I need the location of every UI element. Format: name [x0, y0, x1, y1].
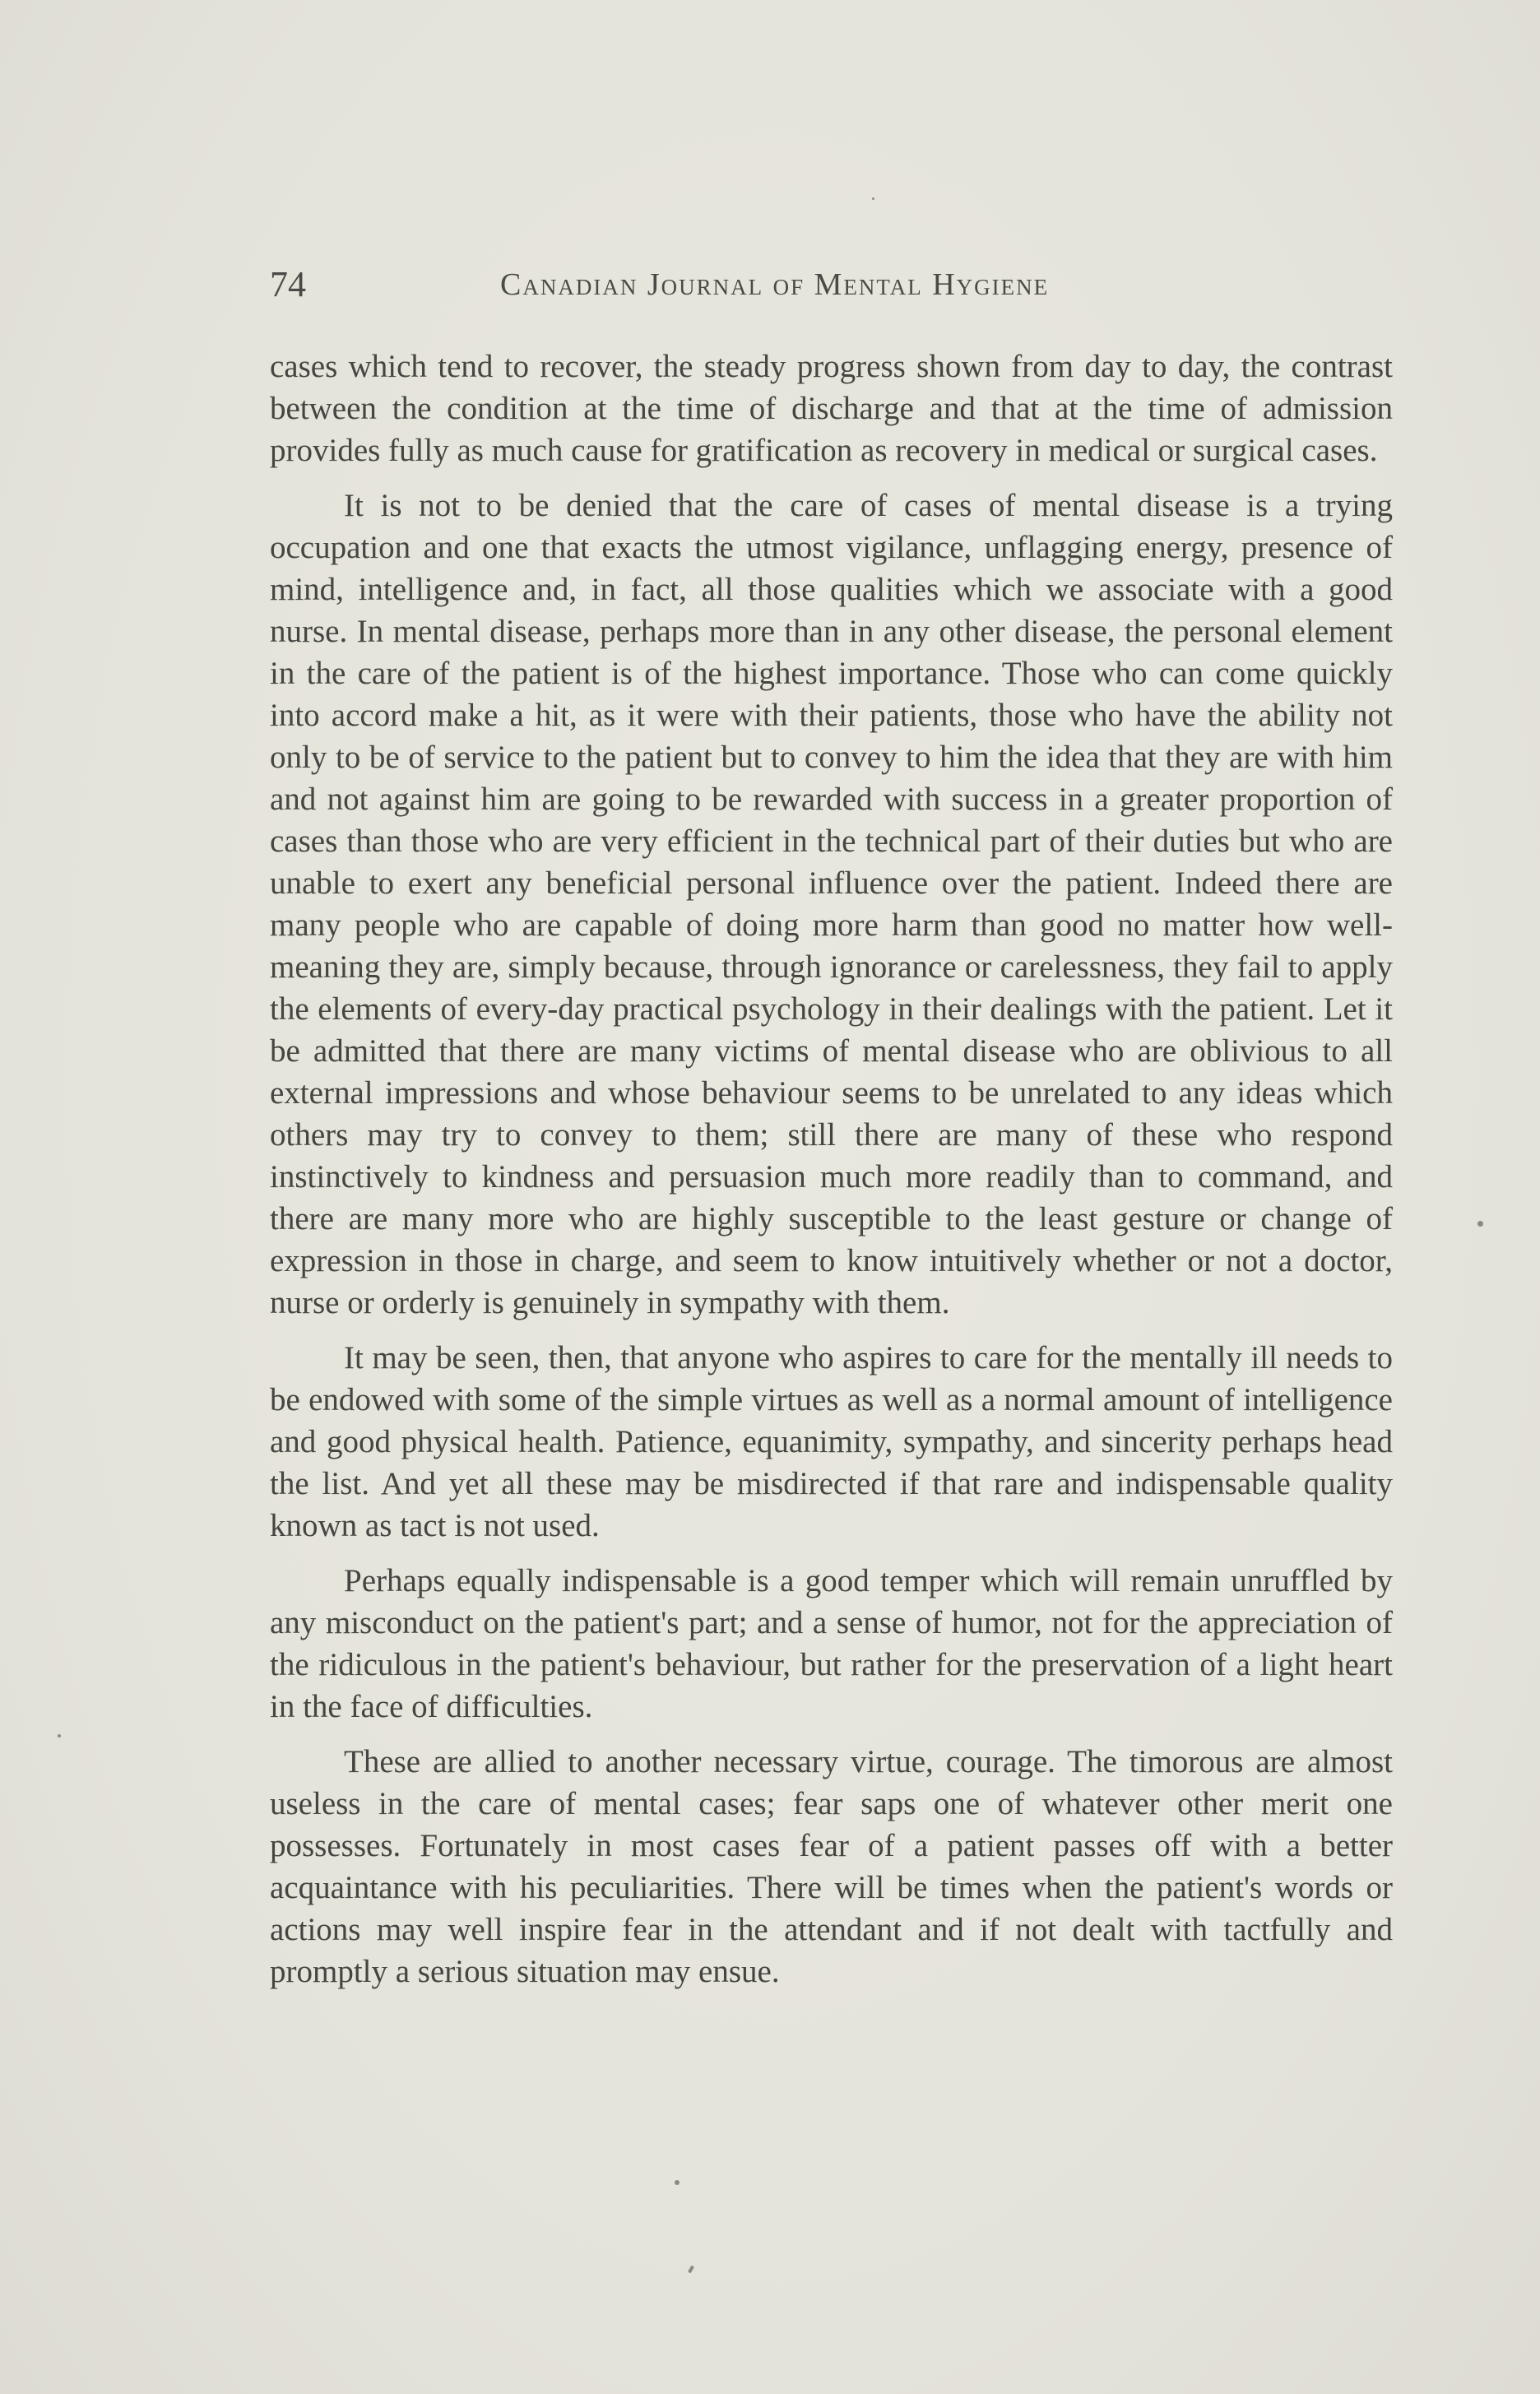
- journal-title: Canadian Journal of Mental Hygiene: [500, 267, 1050, 302]
- paper-speck: [872, 197, 874, 200]
- page-number: 74: [270, 264, 306, 304]
- running-header: [270, 260, 1167, 309]
- paper-speck: [688, 2266, 694, 2274]
- paragraph-3: It may be seen, then, that anyone who aspires to care for the mentally ill needs to be endowed with some of the simple virtues as well as a normal amount of intelligence and good physical health. Patience, equanimity, sympathy, and sincerity perhaps head the list. And yet all these may be misdirected if that rare and indispensable quality known as tact is not used.: [270, 1340, 1393, 1543]
- paper-speck: [1477, 1221, 1483, 1227]
- paper-speck: [58, 1734, 61, 1738]
- paragraph-4: Perhaps equally indispensable is a good temper which will remain unruffled by any misconduct on the patient's part; and a sense of humor, not for the appreciation of the ridiculous in the patient's behaviour, but rather for the preservation of a light heart in the face of difficulties.: [270, 1563, 1393, 1724]
- paragraph-1: cases which tend to recover, the steady progress shown from day to day, the contrast between the condition at the time of discharge and that at the time of admission provides fully as much cause for gratification as recovery in medical or surgical cases.: [270, 349, 1393, 468]
- body-text: [270, 346, 1393, 1993]
- paragraph-2: It is not to be denied that the care of cases of mental disease is a trying occupation and one that exacts the utmost vigilance, unflagging energy, presence of mind, intelligence and, in fact, all those qualities which we associate with a good nurse. In mental disease, perhaps more than in any other disease, the personal element in the care of the patient is of the highest importance. Those who can come quickly into accord make a hit, as it were with their patients, those who have the ability not only to be of service to the patient but to convey to him the idea that they are with him and not against him are going to be rewarded with success in a greater proportion of cases than those who are very efficient in the technical part of their duties but who are unable to exert any beneficial personal influence over the patient. Indeed there are many people who are capable of doing more harm than good no matter how well-meaning they are, simply because, through ignorance or carelessness, they fail to apply the elements of every-day practical psychology in their dealings with the patient. Let it be admitted that there are many victims of mental disease who are oblivious to all external impressions and whose behaviour seems to be unrelated to any ideas which others may try to convey to them; still there are many of these who respond instinctively to kindness and persuasion much more readily than to command, and there are many more who are highly susceptible to the least gesture or change of expression in those in charge, and seem to know intuitively whether or not a doctor, nurse or orderly is genuinely in sympathy with them.: [270, 488, 1393, 1320]
- paper-speck: [675, 2180, 680, 2185]
- paragraph-5: These are allied to another necessary virtue, courage. The timorous are almost useless in the care of mental cases; fear saps one of whatever other merit one possesses. Fortunately in most cases fear of a patient passes off with a better acquaintance with his peculiarities. There will be times when the patient's words or actions may well inspire fear in the attendant and if not dealt with tactfully and promptly a serious situation may ensue.: [270, 1744, 1393, 1989]
